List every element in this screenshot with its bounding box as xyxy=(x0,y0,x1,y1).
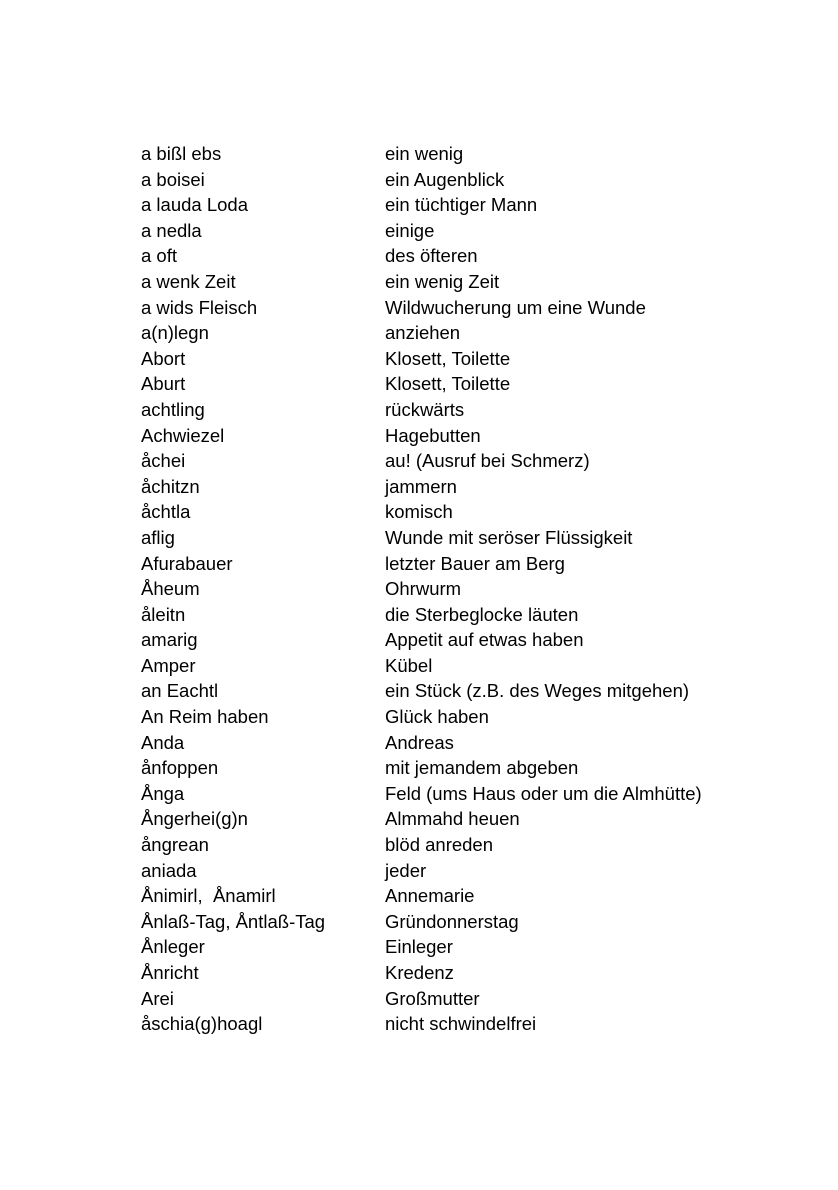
definition: ein wenig Zeit xyxy=(385,270,500,292)
term: Ånga xyxy=(141,782,185,804)
term: aflig xyxy=(141,526,175,548)
definition: rückwärts xyxy=(385,398,465,420)
glossary-entry xyxy=(141,218,781,244)
term: ångrean xyxy=(141,834,209,856)
definition: Großmutter xyxy=(385,987,480,1009)
definition: Kredenz xyxy=(385,962,454,983)
glossary-entry xyxy=(141,960,781,986)
definition: jeder xyxy=(385,859,427,881)
term: a bißl ebs xyxy=(141,143,222,164)
glossary-entry xyxy=(141,781,781,807)
definition: Annemarie xyxy=(385,885,475,907)
glossary-entry xyxy=(141,704,781,730)
definition: Appetit auf etwas haben xyxy=(385,629,584,651)
term: a lauda Loda xyxy=(141,194,248,216)
glossary-entry xyxy=(141,423,781,449)
term: An Reim haben xyxy=(141,706,269,728)
glossary-entry xyxy=(141,576,781,602)
definition: mit jemandem abgeben xyxy=(385,757,579,779)
glossary-entry xyxy=(141,909,781,935)
term: a wids Fleisch xyxy=(141,296,258,318)
definition: ein wenig xyxy=(385,143,464,164)
term: Åheum xyxy=(141,578,200,600)
glossary-entry xyxy=(141,499,781,525)
term: åchei xyxy=(141,450,186,472)
definition: Einleger xyxy=(385,936,453,958)
glossary-entry xyxy=(141,627,781,653)
glossary-entry xyxy=(141,141,781,167)
term: Afurabauer xyxy=(141,552,233,574)
glossary-entry xyxy=(141,602,781,628)
term: a boisei xyxy=(141,168,205,190)
term: åchtla xyxy=(141,501,191,523)
glossary-entry xyxy=(141,192,781,218)
glossary-entry xyxy=(141,858,781,884)
definition: Kübel xyxy=(385,654,433,676)
term: åschia(g)hoagl xyxy=(141,1013,263,1035)
term: ånfoppen xyxy=(141,757,219,779)
term: achtling xyxy=(141,398,205,420)
glossary-entry xyxy=(141,167,781,193)
definition: blöd anreden xyxy=(385,834,494,856)
definition: Gründonnerstag xyxy=(385,910,519,932)
glossary-entry xyxy=(141,346,781,372)
glossary-entry xyxy=(141,243,781,269)
definition: ein Augenblick xyxy=(385,168,505,190)
term: Ånimirl, Ånamirl xyxy=(141,885,276,907)
term: aniada xyxy=(141,859,197,881)
definition: einige xyxy=(385,219,435,241)
term: Ånricht xyxy=(141,962,199,983)
definition: Wunde mit seröser Flüssigkeit xyxy=(385,526,633,548)
glossary-entry xyxy=(141,448,781,474)
term: a wenk Zeit xyxy=(141,270,236,292)
glossary-entry xyxy=(141,295,781,321)
definition: nicht schwindelfrei xyxy=(385,1013,537,1035)
glossary-list xyxy=(141,141,781,1037)
term: a(n)legn xyxy=(141,322,209,344)
definition: die Sterbeglocke läuten xyxy=(385,603,579,625)
glossary-entry xyxy=(141,1011,781,1037)
definition: ein Stück (z.B. des Weges mitgehen) xyxy=(385,680,690,702)
glossary-entry xyxy=(141,269,781,295)
glossary-entry xyxy=(141,653,781,679)
glossary-entry xyxy=(141,986,781,1012)
definition: Wildwucherung um eine Wunde xyxy=(385,296,646,318)
definition: Almmahd heuen xyxy=(385,808,520,830)
term: a nedla xyxy=(141,219,202,241)
term: Amper xyxy=(141,654,196,676)
glossary-entry xyxy=(141,806,781,832)
definition: Glück haben xyxy=(385,706,489,728)
glossary-entry xyxy=(141,551,781,577)
term: Achwiezel xyxy=(141,424,225,446)
term: Arei xyxy=(141,987,174,1009)
glossary-entry xyxy=(141,934,781,960)
term: an Eachtl xyxy=(141,680,219,702)
glossary-entry xyxy=(141,397,781,423)
glossary-entry xyxy=(141,525,781,551)
definition: Ohrwurm xyxy=(385,578,462,600)
definition: Klosett, Toilette xyxy=(385,347,511,369)
term: Ånlaß-Tag, Åntlaß-Tag xyxy=(141,910,326,932)
term: åleitn xyxy=(141,603,186,625)
term: Anda xyxy=(141,731,185,753)
definition: komisch xyxy=(385,501,453,523)
definition: des öfteren xyxy=(385,245,478,267)
definition: Feld (ums Haus oder um die Almhütte) xyxy=(385,782,702,804)
term: åchitzn xyxy=(141,475,200,497)
term: Ånleger xyxy=(141,936,205,958)
glossary-entry xyxy=(141,678,781,704)
term: Aburt xyxy=(141,373,186,395)
glossary-entry xyxy=(141,730,781,756)
term: a oft xyxy=(141,245,177,267)
term: amarig xyxy=(141,629,198,651)
glossary-entry xyxy=(141,755,781,781)
definition: jammern xyxy=(385,475,457,497)
definition: anziehen xyxy=(385,322,461,344)
term: Ångerhei(g)n xyxy=(141,808,248,830)
glossary-entry xyxy=(141,320,781,346)
definition: Andreas xyxy=(385,731,454,753)
glossary-entry xyxy=(141,474,781,500)
definition: letzter Bauer am Berg xyxy=(385,552,565,574)
term: Abort xyxy=(141,347,186,369)
definition: Hagebutten xyxy=(385,424,481,446)
glossary-entry xyxy=(141,371,781,397)
definition: ein tüchtiger Mann xyxy=(385,194,538,216)
definition: Klosett, Toilette xyxy=(385,373,511,395)
glossary-entry xyxy=(141,883,781,909)
definition: au! (Ausruf bei Schmerz) xyxy=(385,450,590,472)
glossary-entry xyxy=(141,832,781,858)
